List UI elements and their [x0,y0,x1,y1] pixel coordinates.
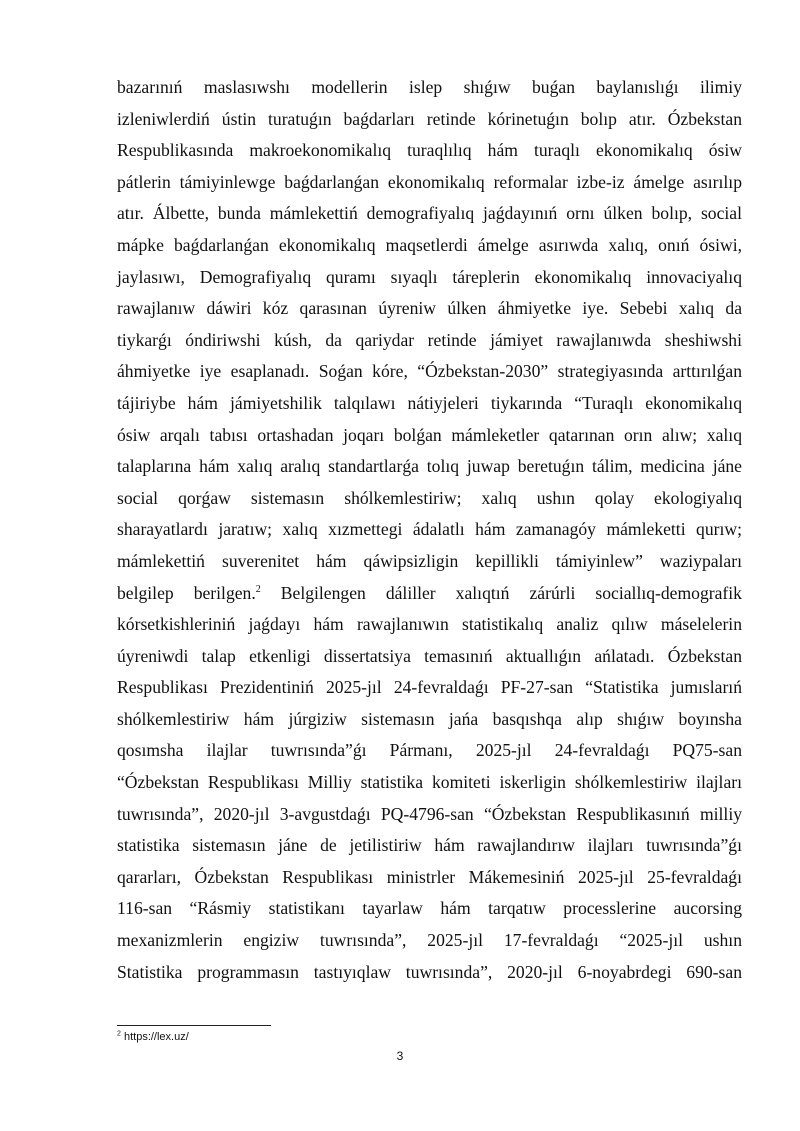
text-line: tájiriybe hám jámiyetshilik talqılawı nátiyjeleri tiykarında “Turaqlı ekonomikalıq [117,392,742,413]
text-line: áhmiyetke iye esaplanadı. Soǵan kóre, “Ózbekstan-2030” strategiyasında arttırılǵan [117,361,742,382]
text-segment: Belgilengen dáliller xalıqtıń zárúrli sociallıq-demografik [280,582,742,603]
footnote-link[interactable]: https://lex.uz/ [123,1031,189,1043]
text-line: talaplarına hám xalıq aralıq standartlarǵa tolıq juwap beretuǵın tálim, medicina jáne [117,456,742,477]
text-line: kórsetkishleriniń jaǵdayı hám rawajlanıwın statistikalıq analiz qılıw máselelerin [117,614,742,635]
text-line: úyreniwdi talap etkenligi dissertatsiya temasınıń aktuallıǵın ańlatadı. Ózbekstan [117,645,742,666]
text-line-with-footnote [117,578,742,610]
text-line: mápke baǵdarlanǵan ekonomikalıq maqsetlerdi ámelge asırıwda xalıq, onıń ósiwi, [117,234,742,255]
text-line: atır. Álbette, bunda mámlekettiń demografiyalıq jaǵdayınıń ornı úlken bolıp, social [117,203,742,224]
text-line: tiykarǵı óndiriwshi kúsh, da qariydar retinde jámiyet rawajlanıwda sheshiwshi [117,329,742,350]
page-number: 3 [396,1049,404,1063]
text-line: mámlekettiń suverenitet hám qáwipsizligin kepillikli támiyinlew” waziypaları [117,550,742,571]
text-line: statistika sistemasın jáne de jetilistiriw hám rawajlandırıw ilajları tuwrısında”ǵı [117,835,742,856]
text-line: 116-san “Rásmiy statistikanı tayarlaw hám tarqatıw processlerine aucorsing [117,898,742,919]
text-line: rawajlanıw dáwiri kóz qarasınan úyreniw úlken áhmiyetke iye. Sebebi xalıq da [117,298,742,319]
text-line: jaylasıwı, Demografiyalıq quramı sıyaqlı táreplerin ekonomikalıq innovaciyalıq [117,266,742,287]
text-line: izleniwlerdiń ústin turatuǵın baǵdarları retinde kórinetuǵın bolıp atır. Ózbekstan [117,108,742,129]
text-line: Statistika programmasın tastıyıqlaw tuwrısında”, 2020-jıl 6-noyabrdegi 690-san [117,961,742,982]
text-line: sharayatlardı jaratıw; xalıq xızmettegi ádalatlı hám zamanagóy mámleketti qurıw; [117,519,742,540]
body-text [117,72,742,988]
footnote-reference[interactable]: 2 [255,583,261,595]
footnote [117,1031,189,1043]
text-line: “Ózbekstan Respublikası Milliy statistika komiteti iskerligin shólkemlestiriw ilajları [117,772,742,793]
text-line: qararları, Ózbekstan Respublikası ministrler Mákemesiniń 2025-jıl 25-fevraldaǵı [117,866,742,887]
footnote-marker: 2 [117,1030,121,1038]
text-line: ósiw arqalı tabısı ortashadan joqarı bolǵan mámleketler qatarınan orın alıw; xalıq [117,424,742,445]
text-line: social qorǵaw sistemasın shólkemlestiriw; xalıq ushın qolay ekologiyalıq [117,487,742,508]
text-line: shólkemlestiriw hám júrgiziw sistemasın jańa basqıshqa alıp shıǵıw boyınsha [117,708,742,729]
text-line: mexanizmlerin engiziw tuwrısında”, 2025-jıl 17-fevraldaǵı “2025-jıl ushın [117,930,742,951]
text-line: Respublikası Prezidentiniń 2025-jıl 24-fevraldaǵı PF-27-san “Statistika jumıslarıń [117,677,742,698]
text-line: bazarınıń maslasıwshı modellerin islep shıǵıw buǵan baylanıslıǵı ilimiy [117,77,742,97]
footnote-divider [117,1025,271,1026]
text-line: Respublikasında makroekonomikalıq turaqlılıq hám turaqlı ekonomikalıq ósiw [117,140,742,161]
text-segment: belgilep berilgen. [117,582,256,603]
text-line: qosımsha ilajlar tuwrısında”ǵı Pármanı, 2025-jıl 24-fevraldaǵı PQ75-san [117,740,742,761]
text-line: tuwrısında”, 2020-jıl 3-avgustdaǵı PQ-4796-san “Ózbekstan Respublikasınıń milliy [117,803,742,824]
text-line: pátlerin támiyinlewge baǵdarlanǵan ekonomikalıq reformalar izbe-iz ámelge asırılıp [117,171,742,192]
